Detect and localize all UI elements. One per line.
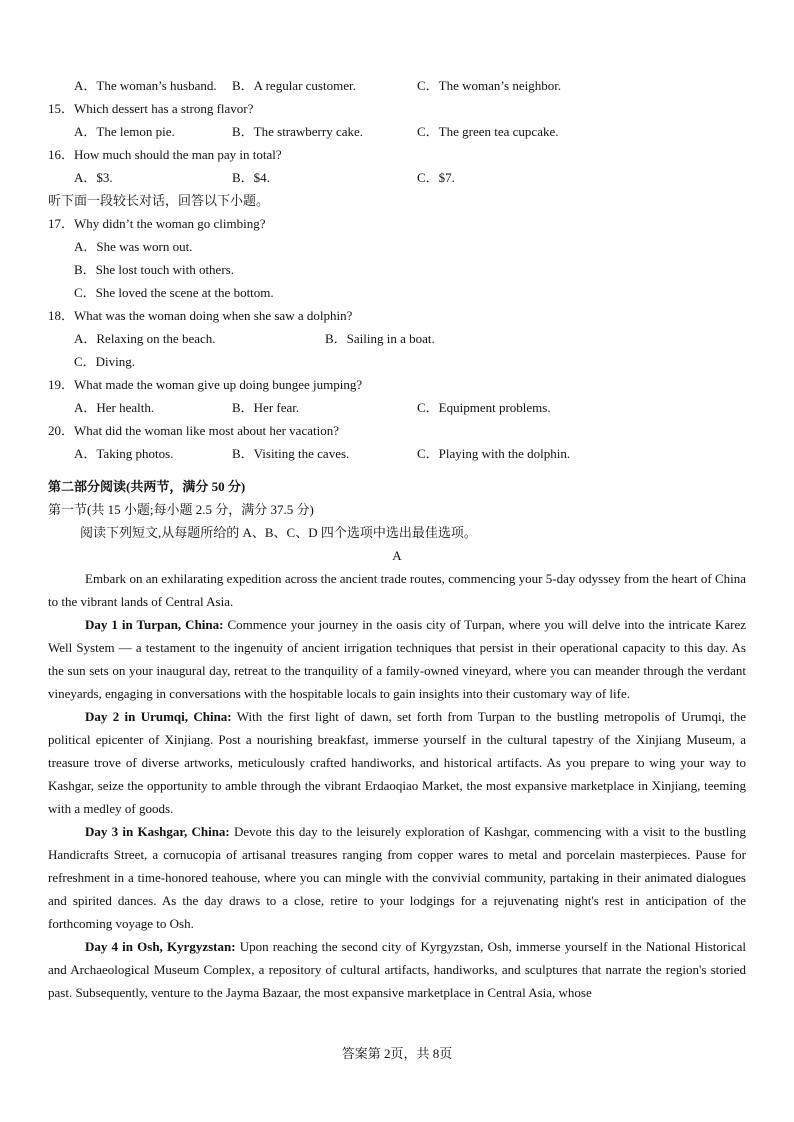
reading-instruction: 阅读下列短文,从每题所给的 A、B、C、D 四个选项中选出最佳选项。 [80,525,477,540]
passage-label: A [392,548,402,563]
q16-option-b: B．$4. [232,170,270,185]
day1-text: Commence your journey in the oasis city of Turpan, where you will delve into the intricate Karez Well System — a testament to the ingenuity of ancient irrigation techniques that persist in their operational capacity to this day. As the sun sets on your inaugural day, retreat to the tranquility of a family-owned vineyard, where you can meander through the verdant vineyards, engaging in conversations with the hospitable locals to gain insights into their customary way of life. [48,617,746,701]
q20-option-a: A．Taking photos. [74,446,174,461]
day1-heading: Day 1 in Turpan, China: [85,617,224,632]
passage-day4 [48,935,746,1004]
question-20-options [48,442,746,465]
question-14-options [48,74,746,97]
question-20: 20．What did the woman like most about her vacation? [48,423,339,438]
q14-option-a: A．The woman’s husband. [74,78,217,93]
day2-heading: Day 2 in Urumqi, China: [85,709,232,724]
question-19: 19．What made the woman give up doing bungee jumping? [48,377,363,392]
question-15: 15．Which dessert has a strong flavor? [48,101,254,116]
q15-option-c: C．The green tea cupcake. [417,124,559,139]
section1-title: 第一节(共 15 小题;每小题 2.5 分，满分 37.5 分) [48,502,314,517]
q14-option-c: C．The woman’s neighbor. [417,78,562,93]
exam-page [48,74,746,1004]
day3-text: Devote this day to the leisurely exploration of Kashgar, commencing with a visit to the bustling Handicrafts Street, a cornucopia of artisanal treasures ranging from copper wares to metal and porcelain masterpieces. Pause for refreshment in a time-honored teahouse, where you can mingle with the convivial community, partaking in their animated dialogues and spirited dances. As the day draws to a close, retire to your lodgings for a rejuvenating night's rest in anticipation of the forthcoming voyage to Osh. [48,824,746,931]
day3-heading: Day 3 in Kashgar, China: [85,824,230,839]
q16-option-c: C．$7. [417,170,455,185]
q20-option-c: C．Playing with the dolphin. [417,446,571,461]
passage-day1 [48,613,746,705]
question-18: 18．What was the woman doing when she saw a dolphin? [48,308,353,323]
q18-option-b: B．Sailing in a boat. [325,331,435,346]
q19-option-a: A．Her health. [74,400,155,415]
q16-option-a: A．$3. [74,170,113,185]
q19-option-c: C．Equipment problems. [417,400,551,415]
question-16: 16．How much should the man pay in total? [48,147,282,162]
page-footer: 答案第 2页，共 8页 [341,1046,453,1061]
question-19-options [48,396,746,419]
long-dialog-intro: 听下面一段较长对话，回答以下小题。 [48,193,270,208]
q15-option-b: B．The strawberry cake. [232,124,364,139]
q19-option-b: B．Her fear. [232,400,300,415]
day4-heading: Day 4 in Osh, Kyrgyzstan: [85,939,236,954]
question-16-options [48,166,746,189]
question-17: 17．Why didn’t the woman go climbing? [48,216,266,231]
q15-option-a: A．The lemon pie. [74,124,175,139]
question-18-options [48,327,746,350]
question-15-options [48,120,746,143]
q18-option-a: A．Relaxing on the beach. [74,331,216,346]
q18-option-c: C．Diving. [74,354,136,369]
passage-intro: Embark on an exhilarating expedition across the ancient trade routes, commencing your 5-day odyssey from the heart of China to the vibrant lands of Central Asia. [48,571,746,609]
q17-option-a: A．She was worn out. [74,239,193,254]
passage-day2 [48,705,746,820]
passage-day3 [48,820,746,935]
day4-text: Upon reaching the second city of Kyrgyzstan, Osh, immerse yourself in the National Historical and Archaeological Museum Complex, a repository of cultural artifacts, handiworks, and sculptures that narrate the region's storied past. Subsequently, venture to the Jayma Bazaar, the most expansive marketplace in Central Asia, whose [48,939,746,1000]
q17-option-b: B．She lost touch with others. [74,262,234,277]
q14-option-b: B．A regular customer. [232,78,356,93]
q17-option-c: C．She loved the scene at the bottom. [74,285,274,300]
part2-title: 第二部分阅读(共两节，满分 50 分) [48,479,246,494]
day2-text: With the first light of dawn, set forth from Turpan to the bustling metropolis of Urumqi, the political epicenter of Xinjiang. Post a nourishing breakfast, immerse yourself in the cultural tapestry of the Xinjiang Museum, a treasure trove of diverse artworks, meticulously crafted handiworks, and historical artifacts. As you prepare to wing your way to Kashgar, seize the opportunity to amble through the vibrant Erdaoqiao Market, the most expansive marketplace in Xinjiang, teeming with a medley of goods. [48,709,747,816]
q20-option-b: B．Visiting the caves. [232,446,350,461]
